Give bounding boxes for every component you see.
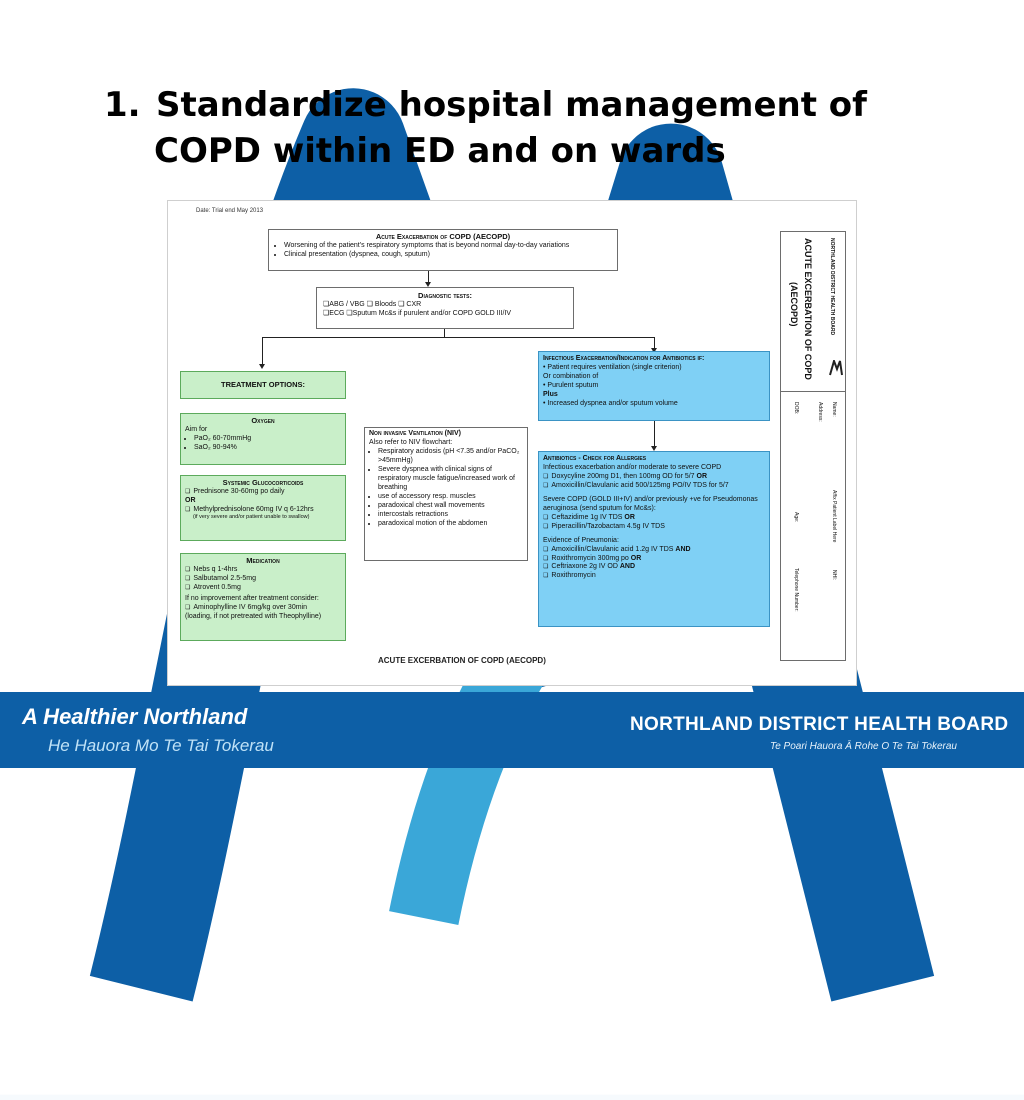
slide-title (104, 82, 984, 174)
niv-criterion: • Severe dyspnea with clinical signs of respiratory muscle fatigue/increased work of breathing (378, 466, 523, 493)
medication-item: ❏ Nebs q 1-4hrs (185, 566, 341, 575)
prednisone-line: ❏ Prednisone 30-60mg po daily (185, 488, 341, 497)
niv-criterion: • Respiratory acidosis (pH <7.35 and/or PaCO₂ >45mmHg) (378, 448, 523, 466)
niv-criterion: • intercostals retractions (378, 511, 523, 520)
infectious-or: Or combination of (543, 372, 599, 380)
antibiotic-option: ❏ Roxithromycin (543, 572, 765, 581)
antibiotic-option: ❏ Amoxicillin/Clavulanic acid 500/125mg PO/IV TDS for 5/7 (543, 482, 765, 491)
patient-label-panel (780, 231, 846, 661)
niv-criterion: • paradoxical motion of the abdomen (378, 520, 523, 529)
footer-tagline: A Healthier Northland (22, 704, 248, 729)
oxygen-box (180, 413, 346, 465)
aecopd-title: Acute Exacerbation of COPD (AECOPD) (375, 232, 511, 241)
oxygen-target: • SaO₂ 90-94% (194, 444, 341, 453)
side-nhi-label: NHI: (831, 570, 837, 580)
no-improvement-text: If no improvement after treatment consider: (185, 595, 319, 603)
diagnostic-tests-box (316, 287, 574, 329)
footer-org-subtitle: Te Poari Hauora Ā Rohe O Te Tai Tokerau (770, 741, 957, 752)
arrow-head (259, 364, 265, 369)
arrow-line (444, 329, 445, 337)
title-line-1: Standardize hospital management of (156, 85, 867, 125)
side-title: ACUTE EXCERBATION OF COPD (803, 238, 813, 380)
oxygen-aim: Aim for (185, 425, 208, 433)
arrow-line (654, 421, 655, 447)
medication-box (180, 553, 346, 641)
aecopd-item: • Worsening of the patient's respiratory symptoms that is beyond normal day-to-day variations (284, 242, 611, 251)
antibiotic-option: ❏ Roxithromycin 300mg po OR (543, 555, 765, 564)
arrow-line (262, 337, 263, 365)
antibiotic-option: ❏ Ceftazidime 1g IV TDS OR (543, 514, 765, 523)
antibiotic-option: ❏ Doxycyline 200mg D1, then 100mg OD for 5/7 OR (543, 473, 765, 482)
antibiotic-indication: Infectious exacerbation and/or moderate to severe COPD (543, 463, 722, 471)
diagnostic-row-1: ❏ABG / VBG ❏ Bloods ❏ CXR (323, 300, 422, 308)
side-address-label: Address: (817, 402, 823, 422)
ndhb-logo-icon (829, 360, 843, 376)
title-line-2: COPD within ED and on wards (154, 131, 726, 171)
medication-item: ❏ Salbutamol 2.5-5mg (185, 575, 341, 584)
side-title-abbrev: (AECOPD) (789, 282, 799, 327)
side-phone-label: Telephone Number: (793, 568, 799, 612)
antibiotic-option: ❏ Amoxicillin/Clavulanic acid 1.2g IV TDS AND (543, 546, 765, 555)
steroid-or: OR (185, 496, 196, 504)
copd-flowchart-document (167, 200, 857, 686)
treatment-title: TREATMENT OPTIONS: (220, 380, 306, 389)
infectious-criterion: • Purulent sputum (543, 381, 599, 389)
glucocorticoids-box (180, 475, 346, 541)
niv-criterion: • paradoxical chest wall movements (378, 502, 523, 511)
infectious-criterion: • Patient requires ventilation (single criterion) (543, 363, 682, 371)
niv-criterion: • use of accessory resp. muscles (378, 493, 523, 502)
diagnostic-title: Diagnostic tests: (418, 291, 472, 300)
footer-tagline-maori: He Hauora Mo Te Tai Tokerau (48, 736, 274, 755)
footer-org-name: NORTHLAND DISTRICT HEALTH BOARD (630, 714, 1009, 735)
side-name-label: Name: (831, 402, 837, 417)
aecopd-box (268, 229, 618, 271)
antibiotics-box (538, 451, 770, 627)
footer-bar (0, 692, 1024, 768)
infectious-criterion: • Increased dyspnea and/or sputum volume (543, 399, 678, 407)
medication-item: ❏ Atrovent 0.5mg (185, 584, 341, 593)
infectious-plus: Plus (543, 390, 558, 398)
diagnostic-row-2: ❏ECG ❏Sputum Mc&s if purulent and/or COPD GOLD III/IV (323, 309, 512, 317)
infectious-title: Infectious Exacerbation/Indication for Antibiotics if: (543, 355, 705, 362)
antibiotics-title: Antibiotics - Check for Allergies (543, 455, 647, 462)
document-caption: ACUTE EXCERBATION OF COPD (AECOPD) (378, 656, 546, 665)
oxygen-target: • PaO₂ 60-70mmHg (194, 435, 341, 444)
aminophylline-line: ❏ Aminophylline IV 6mg/kg over 30min (185, 604, 341, 613)
antibiotic-indication: Severe COPD (GOLD III+IV) and/or previously +ve for Pseudomonas aeruginosa (send sputum for Mc&s): (543, 495, 758, 512)
antibiotic-option: ❏ Ceftriaxone 2g IV OD AND (543, 563, 765, 572)
glucocorticoids-title: Systemic Glucocorticoids (222, 478, 304, 487)
side-org-name: NORTHLAND DISTRICT HEALTH BOARD (829, 238, 835, 336)
side-age-label: Age: (793, 512, 799, 523)
side-dob-label: DOB: (793, 402, 799, 415)
infectious-exacerbation-box (538, 351, 770, 421)
methylprednisolone-line: ❏ Methylprednisolone 60mg IV q 6-12hrs (185, 506, 341, 515)
niv-subtitle: Also refer to NIV flowchart: (369, 438, 453, 446)
oxygen-title: Oxygen (251, 416, 275, 425)
niv-box (364, 427, 528, 561)
trial-date: Date: Trial end May 2013 (196, 208, 264, 214)
treatment-options-box (180, 371, 346, 399)
arrow-line (262, 337, 654, 338)
medication-title: Medication (246, 556, 280, 565)
side-label-text: Affix Patient Label Here (831, 490, 837, 543)
antibiotic-indication: Evidence of Pneumonia: (543, 536, 619, 544)
aminophylline-note: (loading, if not pretreated with Theophylline) (185, 613, 322, 621)
side-header-band (781, 232, 845, 392)
niv-title: Non invasive Ventilation (NIV) (369, 430, 461, 437)
antibiotic-option: ❏ Piperacillin/Tazobactam 4.5g IV TDS (543, 523, 765, 532)
steroid-note: (if very severe and/or patient unable to swallow) (193, 514, 310, 521)
aecopd-item: • Clinical presentation (dyspnea, cough, sputum) (284, 251, 611, 260)
title-number: 1. (104, 85, 141, 125)
